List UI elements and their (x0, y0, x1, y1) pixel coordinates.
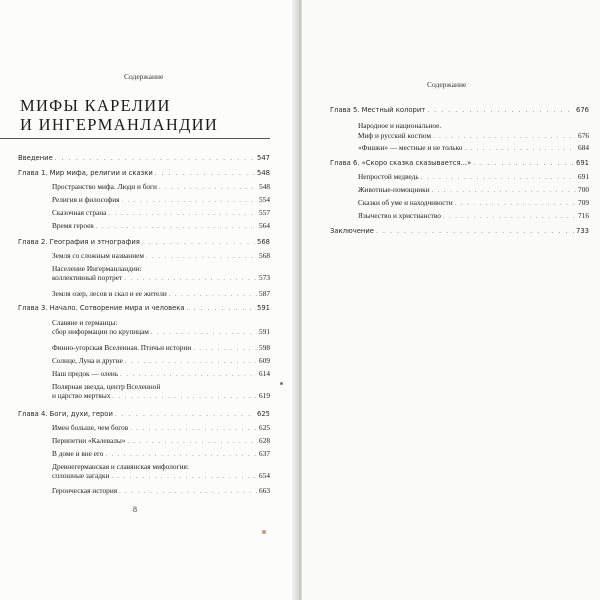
toc-entry (52, 208, 270, 219)
leader-dots (193, 345, 257, 354)
toc-page-number: 625 (259, 423, 270, 432)
toc-page-number: 625 (257, 410, 270, 418)
leader-dots (455, 200, 576, 209)
toc-entry-label: Глава 3. Начало. Сотворение мира и человека (18, 304, 185, 312)
leader-dots (96, 223, 257, 232)
toc-entry (52, 369, 270, 380)
toc-page-number: 628 (259, 436, 270, 445)
toc-entry-label: Введение (18, 154, 53, 162)
leader-dots (127, 438, 257, 447)
toc-entry-label: коллективный портрет (52, 273, 123, 283)
leader-dots (473, 159, 574, 168)
toc-entry (358, 131, 589, 142)
leader-dots (432, 187, 576, 196)
toc-entry-label: Сказки об уме и находчивости (358, 198, 453, 207)
toc-entry-label: Животные-помощники (358, 185, 430, 194)
toc-entry-label: Религия и философия (52, 195, 120, 204)
leader-dots (122, 197, 258, 206)
toc-entry-label: Имен больше, чем богов (52, 423, 129, 432)
toc-chapter (18, 238, 270, 247)
toc-entry-label: сплошные загадки (52, 471, 110, 481)
toc-page-number: 609 (259, 356, 270, 365)
toc-page-number: 598 (259, 343, 270, 352)
toc-page-number: 591 (257, 304, 270, 312)
toc-entry (52, 318, 117, 327)
toc-entry-label: Глава 5. Местный колорит (330, 106, 426, 114)
leader-dots (112, 393, 257, 402)
leader-dots (443, 213, 576, 222)
toc-entry-label: Героическая история (52, 486, 118, 495)
leader-dots (111, 473, 257, 482)
toc-page-number: 663 (259, 486, 270, 495)
leader-dots (119, 488, 257, 497)
leader-dots (433, 133, 576, 142)
toc-entry-label: Время героев (52, 221, 94, 230)
toc-page-number: 684 (578, 143, 589, 152)
toc-entry-label: Сказочная страна (52, 208, 107, 217)
toc-chapter (330, 227, 589, 236)
leader-dots (464, 145, 576, 154)
toc-page-number: 700 (578, 185, 589, 194)
toc-page-number: 676 (576, 106, 589, 114)
toc-entry-line: Славяне и германцы: (52, 318, 118, 327)
toc-chapter (330, 159, 589, 168)
toc-entry (52, 343, 270, 354)
toc-page-number: 547 (257, 154, 270, 162)
toc-page-number: 676 (578, 131, 589, 140)
leader-dots (421, 174, 576, 183)
toc-page-number: 733 (576, 227, 589, 235)
leader-dots (151, 329, 257, 338)
toc-entry (358, 198, 589, 209)
toc-entry-label: Язычество и христианство (358, 211, 441, 220)
toc-page-number: 614 (259, 369, 270, 378)
running-head-right: Содержание (427, 80, 467, 89)
toc-entry-label: Глава 4. Боги, духи, герои (18, 410, 113, 418)
paper-speck (262, 530, 266, 534)
leader-dots (120, 371, 257, 380)
leader-dots (159, 184, 257, 193)
toc-page-number: 568 (257, 238, 270, 246)
toc-entry (52, 264, 142, 273)
leader-dots (169, 291, 257, 300)
toc-entry (52, 221, 270, 232)
toc-entry-label: Глава 6. «Скоро сказка сказывается...» (330, 159, 472, 167)
left-page (0, 0, 298, 600)
book-title-line-2: И ИНГЕРМАНЛАНДИИ (20, 115, 219, 134)
toc-entry-label: Финно-угорская Вселенная. Птичьи истории (52, 343, 192, 352)
toc-entry (52, 449, 270, 460)
toc-chapter (18, 410, 270, 419)
paper-speck (280, 382, 283, 385)
leader-dots (105, 451, 257, 460)
toc-page-number: 573 (259, 273, 270, 283)
toc-entry-label: Непростой медведь (358, 172, 419, 181)
leader-dots (124, 275, 257, 284)
toc-entry-line: Древнегерманская и славянская мифология: (52, 462, 189, 471)
leader-dots (427, 106, 574, 115)
toc-entry-label: сбор информации по крупицам (52, 327, 149, 337)
toc-entry-line: Население Ингерманландии: (52, 264, 142, 273)
title-rule (0, 138, 270, 139)
book-title-line-1: МИФЫ КАРЕЛИИ (20, 96, 171, 115)
toc-page-number: 564 (259, 221, 270, 230)
toc-entry (52, 356, 270, 367)
toc-entry-last-line (52, 273, 270, 284)
leader-dots (146, 253, 257, 262)
toc-entry (52, 289, 270, 300)
page-number-left: 8 (133, 505, 137, 514)
leader-dots (55, 154, 255, 163)
toc-entry-label: Земля озер, лесов и скал и ее жители (52, 289, 167, 298)
toc-entry (358, 211, 589, 222)
toc-page-number: 591 (259, 327, 270, 337)
leader-dots (187, 304, 255, 313)
toc-page-number: 554 (259, 195, 270, 204)
toc-entry-label: Глава 2. География и этнография (18, 238, 140, 246)
toc-entry (52, 195, 270, 206)
toc-entry (52, 382, 160, 391)
toc-entry-label: «Фишки» — местные и не только (358, 143, 463, 152)
toc-page-number: 691 (578, 172, 589, 181)
toc-entry (358, 143, 589, 154)
toc-page-number: 654 (259, 471, 270, 481)
toc-chapter (18, 169, 270, 178)
leader-dots (125, 358, 257, 367)
toc-entry-last-line (52, 471, 270, 482)
leader-dots (376, 227, 574, 236)
toc-entry-label: и царство мертвых (52, 391, 111, 401)
toc-chapter (18, 154, 270, 163)
toc-entry-last-line (52, 327, 270, 338)
toc-entry (358, 172, 589, 183)
toc-entry-label: Народное и национальное. (358, 121, 442, 130)
toc-entry-label: Наш предок — олень (52, 369, 119, 378)
toc-entry-label: Заключение (330, 227, 374, 235)
toc-entry-last-line (52, 391, 270, 402)
toc-chapter (18, 304, 270, 313)
leader-dots (108, 210, 257, 219)
toc-page-number: 548 (257, 169, 270, 177)
toc-entry (358, 121, 589, 130)
leader-dots (115, 410, 255, 419)
toc-page-number: 548 (259, 182, 270, 191)
leader-dots (130, 425, 257, 434)
toc-entry (52, 423, 270, 434)
toc-entry-label: Земля со сложным названием (52, 251, 144, 260)
toc-page-number: 557 (259, 208, 270, 217)
toc-entry-label: Пространство мифа. Люди и боги (52, 182, 157, 191)
toc-entry (52, 436, 270, 447)
toc-entry-label: Миф и русский костюм (358, 131, 431, 140)
toc-page-number: 691 (576, 159, 589, 167)
toc-entry-line: Полярная звезда, центр Вселенной (52, 382, 161, 391)
toc-page-number: 709 (578, 198, 589, 207)
toc-entry-label: Перипетии «Калевалы» (52, 436, 126, 445)
toc-page-number: 637 (259, 449, 270, 458)
toc-chapter (330, 106, 589, 115)
toc-entry (358, 185, 589, 196)
book-title (20, 96, 270, 134)
toc-entry-label: Глава 1. Мир мифа, религии и сказки (18, 169, 153, 177)
toc-entry (52, 462, 189, 471)
toc-entry-label: В доме и вне его (52, 449, 104, 458)
toc-page-number: 716 (578, 211, 589, 220)
toc-page-number: 587 (259, 289, 270, 298)
right-page (302, 0, 600, 600)
toc-entry (52, 486, 270, 497)
running-head-left: Содержание (124, 72, 164, 81)
toc-entry (52, 182, 270, 193)
toc-page-number: 568 (259, 251, 270, 260)
toc-entry-label: Солнце, Луна и другие (52, 356, 123, 365)
leader-dots (142, 238, 255, 247)
toc-page-number: 619 (259, 391, 270, 401)
toc-entry (52, 251, 270, 262)
leader-dots (155, 169, 255, 178)
